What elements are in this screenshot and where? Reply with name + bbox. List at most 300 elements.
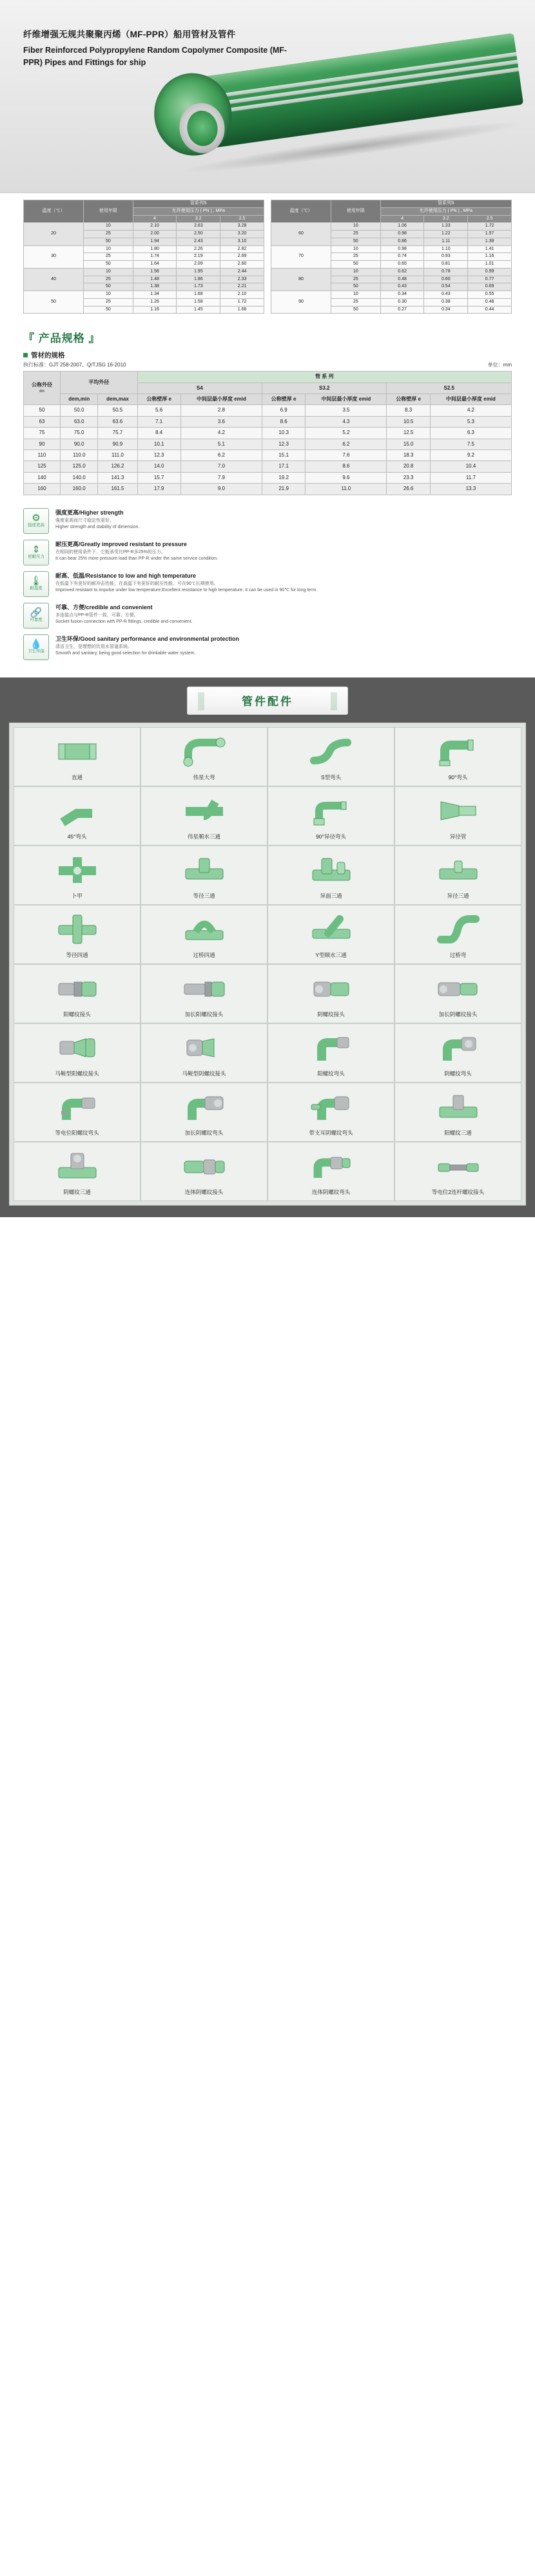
cell-val: 17.1 bbox=[262, 461, 306, 472]
saddle-male-thread-icon bbox=[55, 1028, 100, 1068]
fitting-name: 加长阳螺纹接头 bbox=[184, 1010, 224, 1018]
col-s4: 4 bbox=[133, 215, 177, 223]
female-thread-socket-icon bbox=[309, 969, 354, 1009]
y-tee-icon bbox=[309, 909, 354, 949]
spec-subtitle bbox=[23, 350, 512, 360]
cell-year: 10 bbox=[83, 223, 133, 231]
fitting-name: 等电位2连杆螺纹接头 bbox=[431, 1188, 485, 1195]
fitting-name: 异面三通 bbox=[320, 892, 342, 899]
cell-val: 0.43 bbox=[380, 283, 424, 291]
fitting-name: 等径四通 bbox=[66, 951, 88, 958]
col-s32: 3.2 bbox=[424, 215, 468, 223]
cell-year: 50 bbox=[83, 261, 133, 269]
table-row bbox=[271, 223, 512, 231]
cell-year: 50 bbox=[83, 283, 133, 291]
cell-temp: 30 bbox=[24, 245, 84, 268]
cell-val: 0.81 bbox=[424, 261, 468, 269]
col-allow-stress: 允许使用压力 ( PN ) , MPa bbox=[133, 207, 264, 215]
male-thread-socket-icon bbox=[55, 969, 100, 1009]
feature-item bbox=[23, 540, 512, 565]
col-mid-1: 中间层最小厚度 emid bbox=[180, 394, 262, 405]
fitting-name: 伟星顺水三通 bbox=[187, 833, 220, 840]
joint-female-elbow-icon bbox=[309, 1146, 354, 1186]
col-years: 使用年限 bbox=[83, 200, 133, 223]
cell-val: 12.3 bbox=[137, 450, 180, 460]
table-row bbox=[24, 245, 264, 253]
pressure-table-left-wrap bbox=[23, 200, 264, 314]
pressure-table-left bbox=[23, 200, 264, 314]
cell-val: 3.20 bbox=[220, 231, 264, 238]
fitting-name: S型弯头 bbox=[320, 773, 342, 781]
cell-dn: 125 bbox=[24, 461, 61, 472]
col-s32: 3.2 bbox=[177, 215, 220, 223]
cell-val: 5.2 bbox=[306, 428, 387, 439]
cell-dmax: 126.2 bbox=[98, 461, 137, 472]
cell-val: 7.9 bbox=[180, 472, 262, 483]
spec-standard-line bbox=[23, 361, 512, 368]
col-nominal-od-sub: dn bbox=[39, 388, 44, 393]
table-row bbox=[24, 268, 264, 276]
fitting-cell[interactable] bbox=[14, 1142, 141, 1201]
cell-year: 25 bbox=[331, 253, 380, 261]
cell-temp: 20 bbox=[24, 223, 84, 245]
cell-dmin: 125.0 bbox=[61, 461, 98, 472]
spec-standard: 执行标准：GJT 258-2007、Q/TJSG 16-2010 bbox=[23, 362, 126, 368]
section-title-spec: 『 产品规格 』 bbox=[23, 332, 101, 345]
fitting-cell[interactable] bbox=[14, 1023, 141, 1083]
cell-year: 25 bbox=[83, 298, 133, 306]
fitting-name: 带支耳阴螺纹弯头 bbox=[309, 1129, 353, 1136]
cell-dn: 140 bbox=[24, 472, 61, 483]
title-chinese: 纤维增强无规共聚聚丙烯（MF-PPR）船用管材及管件 bbox=[23, 30, 236, 39]
cell-val: 0.98 bbox=[380, 231, 424, 238]
cell-val: 8.6 bbox=[262, 416, 306, 427]
cell-val: 0.34 bbox=[424, 306, 468, 314]
cell-val: 6.2 bbox=[306, 439, 387, 450]
sanitary-icon bbox=[23, 634, 49, 660]
feature-title: 强度更高/Higher strength bbox=[55, 509, 124, 516]
col-nominal-od-label: 公称外径 bbox=[32, 382, 52, 388]
female-thread-tee-icon bbox=[55, 1146, 100, 1186]
fitting-cell[interactable] bbox=[14, 786, 141, 846]
cross-plug-icon bbox=[55, 850, 100, 890]
cell-val: 2.33 bbox=[220, 276, 264, 283]
fitting-cell[interactable] bbox=[14, 905, 141, 964]
fitting-cell[interactable] bbox=[268, 727, 394, 786]
cell-dmin: 140.0 bbox=[61, 472, 98, 483]
cell-year: 10 bbox=[331, 245, 380, 253]
cell-val: 5.1 bbox=[180, 439, 262, 450]
fitting-name: 直通 bbox=[71, 773, 83, 781]
cell-year: 25 bbox=[83, 253, 133, 261]
feature-icon-label: 强度更高 bbox=[28, 523, 44, 528]
cell-year: 10 bbox=[331, 291, 380, 299]
cell-val: 1.22 bbox=[424, 231, 468, 238]
fitting-cell[interactable] bbox=[14, 964, 141, 1023]
feature-item bbox=[23, 634, 512, 660]
table-row bbox=[24, 428, 512, 439]
fitting-cell[interactable] bbox=[14, 846, 141, 905]
cell-dmin: 90.0 bbox=[61, 439, 98, 450]
table-row bbox=[271, 291, 512, 299]
cell-val: 1.41 bbox=[468, 245, 512, 253]
offset-tee-icon bbox=[309, 850, 354, 890]
cell-val: 2.26 bbox=[177, 245, 220, 253]
cell-val: 2.44 bbox=[220, 268, 264, 276]
product-page bbox=[0, 0, 535, 1217]
feature-icon-label: 更耐压力 bbox=[28, 554, 44, 560]
table-row bbox=[24, 291, 264, 299]
cell-val: 0.54 bbox=[424, 283, 468, 291]
long-female-thread-socket-icon bbox=[436, 969, 481, 1009]
feature-icon-label: 可靠度 bbox=[30, 618, 43, 623]
col-years: 使用年限 bbox=[331, 200, 380, 223]
fitting-name: 阴螺纹接头 bbox=[317, 1010, 345, 1018]
cell-val: 6.9 bbox=[262, 405, 306, 416]
cell-val: 8.4 bbox=[137, 428, 180, 439]
fitting-name: 等电位阳螺纹弯头 bbox=[55, 1129, 99, 1136]
cell-year: 25 bbox=[83, 276, 133, 283]
long-bend-icon bbox=[182, 732, 227, 772]
fitting-cell[interactable] bbox=[268, 846, 394, 905]
fitting-cell[interactable] bbox=[394, 964, 521, 1023]
pressure-tables-section bbox=[0, 193, 535, 323]
fitting-cell[interactable] bbox=[141, 846, 268, 905]
cell-val: 2.63 bbox=[177, 223, 220, 231]
cell-val: 0.48 bbox=[468, 298, 512, 306]
fitting-name: 阳螺纹三通 bbox=[444, 1129, 472, 1136]
cell-val: 0.74 bbox=[380, 253, 424, 261]
col-wall-2: 公称壁厚 e bbox=[262, 394, 306, 405]
cell-dn: 110 bbox=[24, 450, 61, 460]
feature-item bbox=[23, 508, 512, 534]
cell-val: 1.56 bbox=[133, 268, 177, 276]
feature-item bbox=[23, 603, 512, 629]
cell-year: 50 bbox=[331, 238, 380, 245]
fitting-name: 卜甲 bbox=[71, 892, 83, 899]
cell-val: 9.6 bbox=[306, 472, 387, 483]
elbow90-icon bbox=[436, 732, 481, 772]
cell-dmax: 63.6 bbox=[98, 416, 137, 427]
equal-cross-icon bbox=[55, 909, 100, 949]
cell-val: 13.3 bbox=[430, 484, 511, 495]
col-s25: 2.5 bbox=[220, 215, 264, 223]
cell-val: 0.99 bbox=[468, 268, 512, 276]
cell-val: 11.7 bbox=[430, 472, 511, 483]
feature-desc-cn: 在低温下有更好的耐冲击性能，在高温下有更好的耐压性能，可在90℃长期使用。 bbox=[55, 581, 219, 586]
sweep-tee-icon bbox=[182, 791, 227, 831]
reducing-tee-icon bbox=[436, 850, 481, 890]
table-row bbox=[24, 223, 264, 231]
fitting-name: 加长阴螺纹接头 bbox=[438, 1010, 478, 1018]
feature-desc-en: It can bear 25% more pressure load than PP-R under the same service condition. bbox=[55, 556, 219, 562]
cell-dmax: 90.9 bbox=[98, 439, 137, 450]
cell-val: 3.28 bbox=[220, 223, 264, 231]
col-series-group: 管系列S bbox=[380, 200, 511, 208]
cell-val: 0.60 bbox=[424, 276, 468, 283]
fitting-cell[interactable] bbox=[141, 1142, 268, 1201]
pressure-table-right bbox=[271, 200, 512, 314]
cell-val: 8.6 bbox=[306, 461, 387, 472]
cell-val: 2.69 bbox=[220, 253, 264, 261]
cell-val: 0.48 bbox=[380, 276, 424, 283]
col-mean-od bbox=[61, 372, 138, 394]
feature-icon-label: 耐温度 bbox=[30, 586, 43, 591]
fitting-name: 马鞍型阴螺纹接头 bbox=[182, 1070, 226, 1077]
female-thread-elbow-icon bbox=[436, 1028, 481, 1068]
cell-val: 1.73 bbox=[177, 283, 220, 291]
cell-val: 12.5 bbox=[387, 428, 430, 439]
fitting-name: Y型顺水三通 bbox=[315, 951, 347, 958]
fitting-cell[interactable] bbox=[394, 727, 521, 786]
reliable-icon bbox=[23, 603, 49, 629]
cell-temp: 40 bbox=[24, 268, 84, 290]
fittings-banner: 管件配件 bbox=[187, 687, 348, 715]
cell-temp: 70 bbox=[271, 245, 331, 268]
col-series-group: 管 系 列 bbox=[137, 372, 511, 383]
cell-val: 2.10 bbox=[220, 291, 264, 299]
fitting-name: 90°弯头 bbox=[448, 773, 468, 781]
cell-val: 2.09 bbox=[177, 261, 220, 269]
cell-year: 25 bbox=[331, 276, 380, 283]
fitting-cell[interactable] bbox=[268, 1142, 394, 1201]
col-dem-max: dem,max bbox=[98, 394, 137, 405]
cell-val: 0.44 bbox=[468, 306, 512, 314]
fitting-cell[interactable] bbox=[394, 1083, 521, 1142]
cell-val: 0.55 bbox=[468, 291, 512, 299]
cell-val: 1.26 bbox=[133, 298, 177, 306]
cell-val: 7.1 bbox=[137, 416, 180, 427]
fitting-name: 阴螺纹三通 bbox=[63, 1188, 91, 1195]
cell-val: 4.2 bbox=[430, 405, 511, 416]
cell-year: 50 bbox=[83, 306, 133, 314]
fitting-cell[interactable] bbox=[141, 964, 268, 1023]
fitting-name: 阴螺纹弯头 bbox=[444, 1070, 472, 1077]
cell-year: 50 bbox=[331, 306, 380, 314]
table-row bbox=[24, 416, 512, 427]
equal-tee-icon bbox=[182, 850, 227, 890]
cell-val: 1.66 bbox=[220, 306, 264, 314]
bridge-cross-icon bbox=[182, 909, 227, 949]
cell-year: 10 bbox=[83, 268, 133, 276]
fitting-cell[interactable] bbox=[14, 1083, 141, 1142]
long-female-elbow-icon bbox=[182, 1087, 227, 1127]
col-temp: 温度（℃） bbox=[271, 200, 331, 223]
temperature-icon bbox=[23, 571, 49, 597]
fitting-cell[interactable] bbox=[268, 786, 394, 846]
cell-val: 2.19 bbox=[177, 253, 220, 261]
feature-desc-en: Improved resistant to impulse under low temperature;Excellent resistance to high temperature. It can be used in 90℃ for long term. bbox=[55, 588, 318, 593]
col-s4: S4 bbox=[137, 383, 262, 393]
fitting-name: 等径三通 bbox=[193, 892, 215, 899]
cell-dmin: 50.0 bbox=[61, 405, 98, 416]
cell-val: 4.2 bbox=[180, 428, 262, 439]
cell-val: 18.3 bbox=[387, 450, 430, 460]
cell-val: 0.27 bbox=[380, 306, 424, 314]
strength-icon bbox=[23, 508, 49, 534]
fitting-cell[interactable] bbox=[141, 1083, 268, 1142]
cell-val: 1.39 bbox=[468, 238, 512, 245]
feature-desc-cn: 在相同的使用条件下，它能承受比PP-R多25%的压力。 bbox=[55, 549, 166, 554]
cell-val: 3.5 bbox=[306, 405, 387, 416]
feature-desc-en: Higher strength and stability of dimension. bbox=[55, 525, 140, 530]
table-row bbox=[24, 461, 512, 472]
col-mean-od-label: 平均外径 bbox=[88, 379, 110, 385]
fitting-cell[interactable] bbox=[394, 786, 521, 846]
cell-temp: 50 bbox=[24, 291, 84, 314]
feature-desc-cn: 强度更高而尺寸稳定性更好。 bbox=[55, 518, 114, 523]
cell-val: 1.16 bbox=[133, 306, 177, 314]
fitting-cell[interactable] bbox=[141, 1023, 268, 1083]
joint-female-socket-icon bbox=[182, 1146, 227, 1186]
feature-item bbox=[23, 571, 512, 597]
pressure-icon bbox=[23, 540, 49, 565]
spec-subtitle-text: 管材的规格 bbox=[31, 352, 65, 360]
long-male-thread-socket-icon bbox=[182, 969, 227, 1009]
feature-text bbox=[55, 508, 512, 531]
cell-dmin: 110.0 bbox=[61, 450, 98, 460]
fitting-cell[interactable] bbox=[394, 905, 521, 964]
cell-val: 0.30 bbox=[380, 298, 424, 306]
cell-val: 0.98 bbox=[380, 245, 424, 253]
col-mid-3: 中间层最小厚度 emid bbox=[430, 394, 511, 405]
cell-dmax: 161.5 bbox=[98, 484, 137, 495]
cell-year: 50 bbox=[83, 238, 133, 245]
spec-unit: 单位：mm bbox=[487, 362, 512, 368]
cell-year: 25 bbox=[83, 231, 133, 238]
fitting-name: 加长阴螺纹弯头 bbox=[184, 1129, 224, 1136]
col-temp: 温度（℃） bbox=[24, 200, 84, 223]
cell-val: 1.58 bbox=[177, 298, 220, 306]
cell-val: 0.62 bbox=[380, 268, 424, 276]
saddle-female-thread-icon bbox=[182, 1028, 227, 1068]
fitting-cell[interactable] bbox=[268, 1083, 394, 1142]
table-row bbox=[24, 484, 512, 495]
cell-year: 10 bbox=[83, 291, 133, 299]
cell-val: 1.01 bbox=[468, 261, 512, 269]
cell-dmin: 75.0 bbox=[61, 428, 98, 439]
cell-val: 15.0 bbox=[387, 439, 430, 450]
cell-val: 21.9 bbox=[262, 484, 306, 495]
cell-val: 1.74 bbox=[133, 253, 177, 261]
cell-val: 17.9 bbox=[137, 484, 180, 495]
feature-text bbox=[55, 571, 512, 594]
equipotential-male-elbow-icon bbox=[55, 1087, 100, 1127]
fitting-name: 45°弯头 bbox=[67, 833, 87, 840]
fittings-section bbox=[0, 677, 535, 1217]
cell-dmax: 141.3 bbox=[98, 472, 137, 483]
cell-val: 1.11 bbox=[424, 238, 468, 245]
cell-year: 50 bbox=[331, 283, 380, 291]
cell-val: 19.2 bbox=[262, 472, 306, 483]
cell-val: 14.0 bbox=[137, 461, 180, 472]
table-row bbox=[24, 439, 512, 450]
cell-dn: 75 bbox=[24, 428, 61, 439]
droplet-glyph: 💧 bbox=[30, 639, 43, 650]
col-nominal-od bbox=[24, 372, 61, 405]
fitting-cell[interactable] bbox=[268, 1023, 394, 1083]
cell-dmin: 63.0 bbox=[61, 416, 98, 427]
cell-year: 25 bbox=[331, 231, 380, 238]
cell-val: 0.38 bbox=[424, 298, 468, 306]
cell-val: 0.86 bbox=[380, 238, 424, 245]
fitting-name: 连体阴螺纹接头 bbox=[184, 1188, 224, 1195]
cell-val: 10.4 bbox=[430, 461, 511, 472]
cell-val: 2.50 bbox=[177, 231, 220, 238]
fitting-cell[interactable] bbox=[141, 905, 268, 964]
fitting-name: 过桥弯 bbox=[449, 951, 467, 958]
cell-val: 1.94 bbox=[133, 238, 177, 245]
feature-icon-label: 卫生环保 bbox=[28, 649, 44, 654]
feature-title: 可靠、方便/credible and convenient bbox=[55, 603, 153, 611]
link-glyph: 🔗 bbox=[30, 607, 43, 619]
fitting-name: 连体阴螺纹弯头 bbox=[311, 1188, 351, 1195]
fitting-name: 阳螺纹弯头 bbox=[317, 1070, 345, 1077]
fitting-cell[interactable] bbox=[141, 786, 268, 846]
cell-val: 4.3 bbox=[306, 416, 387, 427]
col-dem-min: dem,min bbox=[61, 394, 98, 405]
col-series-group: 管系列S bbox=[133, 200, 264, 208]
cell-val: 1.57 bbox=[468, 231, 512, 238]
cell-dn: 160 bbox=[24, 484, 61, 495]
fitting-name: 过桥四通 bbox=[193, 951, 215, 958]
cell-val: 1.80 bbox=[133, 245, 177, 253]
cell-dn: 90 bbox=[24, 439, 61, 450]
feature-title: 卫生环保/Good sanitary performance and environmental protection bbox=[55, 635, 240, 642]
fitting-cell[interactable] bbox=[14, 727, 141, 786]
hero-banner bbox=[0, 0, 535, 193]
s-bend-icon bbox=[309, 732, 354, 772]
feature-text bbox=[55, 634, 512, 658]
cell-val: 20.8 bbox=[387, 461, 430, 472]
col-s32: S3.2 bbox=[262, 383, 387, 393]
cell-val: 1.48 bbox=[133, 276, 177, 283]
pressure-table-right-wrap bbox=[271, 200, 512, 314]
feature-title: 耐高、低温/Resistance to low and high temperature bbox=[55, 572, 197, 579]
socket-icon bbox=[55, 732, 100, 772]
fitting-cell[interactable] bbox=[394, 1023, 521, 1083]
cell-dmax: 75.7 bbox=[98, 428, 137, 439]
cell-val: 0.34 bbox=[380, 291, 424, 299]
cell-val: 2.00 bbox=[133, 231, 177, 238]
fitting-cell[interactable] bbox=[141, 727, 268, 786]
cell-val: 1.64 bbox=[133, 261, 177, 269]
fitting-cell[interactable] bbox=[268, 964, 394, 1023]
table-row bbox=[271, 245, 512, 253]
cell-val: 2.8 bbox=[180, 405, 262, 416]
fitting-cell[interactable] bbox=[268, 905, 394, 964]
cell-val: 0.69 bbox=[468, 283, 512, 291]
features-section bbox=[0, 502, 535, 677]
fitting-cell[interactable] bbox=[394, 1142, 521, 1201]
cell-val: 1.38 bbox=[133, 283, 177, 291]
table-row bbox=[24, 405, 512, 416]
feature-desc-cn: 清洁卫生，是理想的饮用水管道系统。 bbox=[55, 644, 132, 649]
cell-val: 5.6 bbox=[137, 405, 180, 416]
cell-year: 10 bbox=[331, 223, 380, 231]
col-s4: 4 bbox=[380, 215, 424, 223]
cell-val: 7.6 bbox=[306, 450, 387, 460]
fitting-cell[interactable] bbox=[394, 846, 521, 905]
feature-text bbox=[55, 603, 512, 626]
fitting-name: 伟星大弯 bbox=[193, 773, 215, 781]
reducer-icon bbox=[436, 791, 481, 831]
cell-val: 15.7 bbox=[137, 472, 180, 483]
cell-val: 1.33 bbox=[424, 223, 468, 231]
cell-temp: 90 bbox=[271, 291, 331, 314]
reducing-elbow90-icon bbox=[309, 791, 354, 831]
cell-val: 10.5 bbox=[387, 416, 430, 427]
